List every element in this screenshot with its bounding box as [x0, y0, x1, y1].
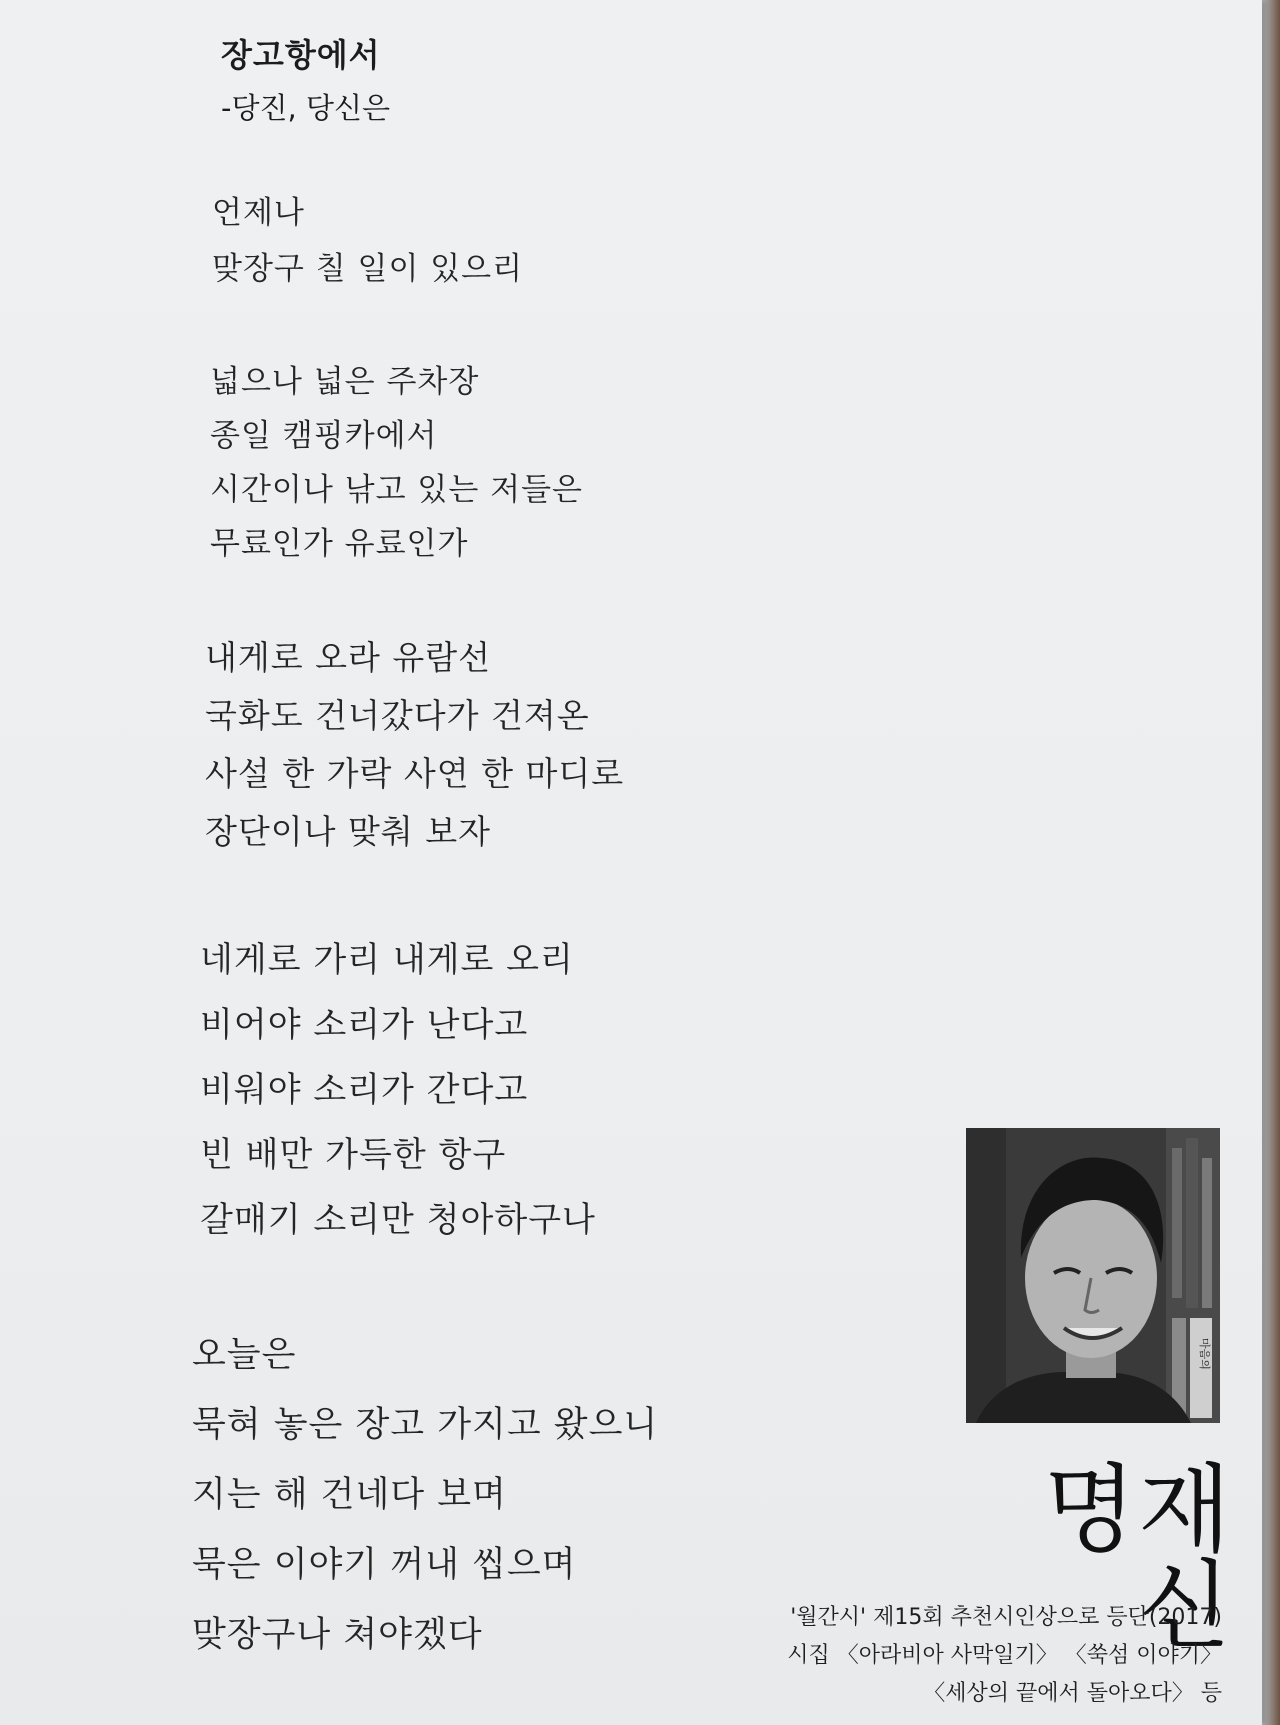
- poem-line: 무료인가 유료인가: [210, 526, 469, 562]
- poem-line: 국화도 건너갔다가 건져온: [205, 696, 590, 735]
- poem-line: 갈매기 소리만 청아하구나: [200, 1200, 596, 1240]
- stanza-1: [212, 187, 523, 299]
- poem-title: 장고항에서: [221, 36, 381, 74]
- poem-line: 장단이나 맞춰 보자: [205, 812, 492, 851]
- poem-line: 빈 배만 가득한 항구: [200, 1135, 507, 1175]
- bio-line: 시집 〈아라비아 사막일기〉 〈쑥섬 이야기〉: [787, 1643, 1222, 1668]
- stanza-2: [210, 356, 583, 572]
- poem-line: 사설 한 가락 사연 한 마디로: [205, 754, 625, 793]
- bio-line: '월간시' 제15회 추천시인상으로 등단(2017): [790, 1605, 1222, 1630]
- poem-line: 맞장구 칠 일이 있으리: [212, 251, 524, 287]
- stanza-4: [200, 932, 596, 1257]
- poem-line: 언제나: [212, 195, 305, 231]
- poem-line: 지는 해 건네다 보며: [192, 1475, 507, 1515]
- book-spine-label: 마음의: [1198, 1338, 1211, 1370]
- poem-line: 종일 캠핑카에서: [210, 418, 438, 454]
- poem-line: 네게로 가리 내게로 오리: [200, 940, 574, 980]
- poem-line: 넓으나 넓은 주차장: [210, 364, 480, 400]
- poem-subtitle: -당진, 당신은: [221, 91, 390, 125]
- author-name: 명재신: [1043, 1454, 1233, 1662]
- poem-line: 묵혀 놓은 장고 가지고 왔으니: [192, 1405, 659, 1445]
- stanza-5: [192, 1327, 658, 1677]
- bio-line: 〈세상의 끝에서 돌아오다〉 등: [923, 1681, 1222, 1706]
- poem-line: 비어야 소리가 난다고: [200, 1005, 529, 1045]
- poem-line: 묵은 이야기 꺼내 씹으며: [192, 1545, 577, 1585]
- author-bio: [662, 1600, 1222, 1714]
- poem-line: 내게로 오라 유람선: [205, 638, 492, 677]
- poem-line: 맞장구나 쳐야겠다: [192, 1615, 483, 1655]
- stanza-3: [205, 632, 624, 864]
- author-photo: [966, 1128, 1220, 1423]
- poem-line: 오늘은: [192, 1335, 297, 1375]
- poem-line: 시간이나 낚고 있는 저들은: [210, 472, 583, 508]
- poem-line: 비워야 소리가 간다고: [200, 1070, 529, 1110]
